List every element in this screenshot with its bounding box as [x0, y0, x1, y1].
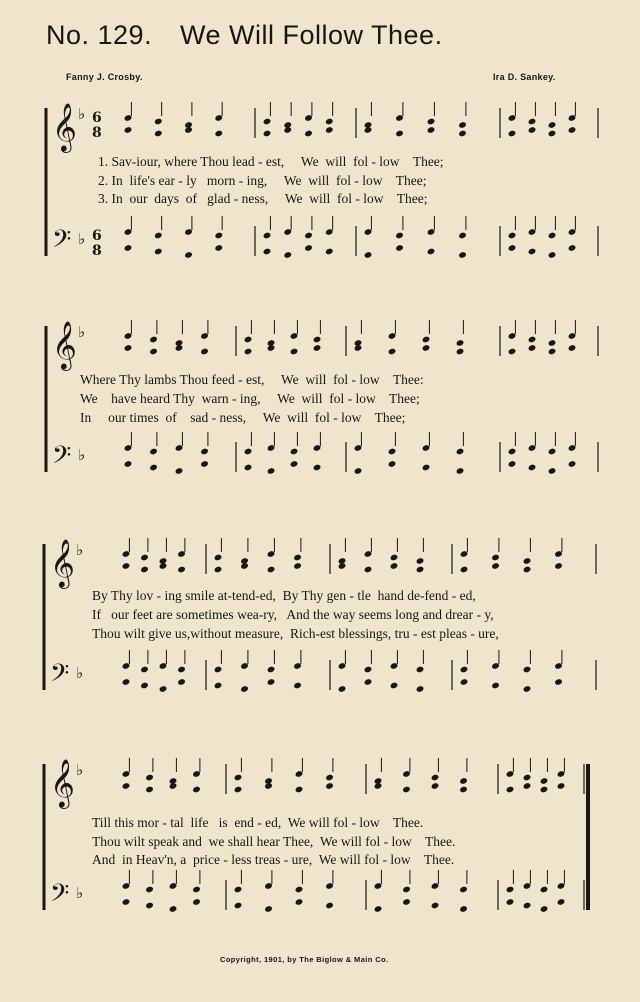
note-head [169, 905, 178, 913]
note-head [234, 902, 243, 910]
note-head [304, 130, 313, 138]
note-head [422, 464, 431, 472]
treble-clef-icon: 𝄞 [52, 320, 77, 369]
note-head [313, 464, 322, 472]
note-head [122, 678, 131, 686]
note-head [124, 244, 133, 252]
note-head [456, 448, 465, 456]
note-head [508, 348, 517, 356]
note-head [390, 682, 399, 690]
note-head [263, 130, 272, 138]
note-head [364, 251, 373, 259]
note-head [122, 562, 131, 570]
note-head [154, 130, 163, 138]
note-head [523, 557, 532, 565]
note-head [184, 251, 193, 259]
note-head [145, 786, 154, 794]
note-head [364, 678, 373, 686]
note-head [402, 786, 411, 794]
note-head [304, 232, 313, 240]
note-head [508, 232, 517, 240]
note-head [557, 898, 566, 906]
note-head [177, 678, 186, 686]
note-head [523, 774, 532, 782]
note-head [506, 886, 515, 894]
note-head [200, 448, 209, 456]
bass-clef-icon: 𝄢 [52, 441, 72, 476]
note-head [374, 905, 383, 913]
note-head [422, 336, 431, 344]
treble-clef-icon: 𝄞 [52, 102, 77, 151]
note-head [295, 786, 304, 794]
note-head [459, 886, 468, 894]
flat-icon: ♭ [76, 664, 84, 682]
note-head [124, 126, 133, 134]
bass-clef-icon: 𝄢 [50, 659, 70, 694]
note-head [159, 685, 168, 693]
note-head [395, 130, 404, 138]
note-head [177, 566, 186, 574]
note-head [175, 344, 184, 352]
note-head [506, 786, 515, 794]
note-head [422, 344, 431, 352]
note-head [523, 902, 532, 910]
note-head [325, 248, 334, 256]
time-signature: 6 [92, 110, 102, 126]
note-head [540, 786, 549, 794]
note-head [159, 562, 168, 570]
note-head [295, 898, 304, 906]
note-head [568, 460, 577, 468]
note-head [491, 682, 500, 690]
lyric-line: We have heard Thy warn - ing, We will fol - low Thee; [80, 391, 420, 406]
bass-clef-icon: 𝄢 [52, 225, 72, 260]
note-head [416, 557, 425, 565]
note-head [548, 251, 557, 259]
note-head [354, 344, 363, 352]
note-head [568, 126, 577, 134]
note-head [325, 774, 334, 782]
flat-icon: ♭ [78, 105, 86, 123]
note-head [145, 886, 154, 894]
note-head [374, 782, 383, 790]
note-head [290, 448, 299, 456]
flat-icon: ♭ [78, 446, 86, 464]
note-head [338, 562, 347, 570]
hymn-title: We Will Follow Thee. [180, 20, 443, 50]
note-head [540, 886, 549, 894]
note-head [214, 666, 223, 674]
note-head [460, 566, 469, 574]
note-head [267, 666, 276, 674]
time-signature: 6 [92, 228, 102, 244]
bass-clef-icon: 𝄢 [50, 879, 70, 914]
note-head [528, 344, 537, 352]
lyric-line: And in Heav'n, a price - less treas - ure, We will fol - low Thee. [92, 852, 455, 867]
note-head [548, 448, 557, 456]
note-head [234, 774, 243, 782]
note-head [568, 344, 577, 352]
note-head [295, 886, 304, 894]
note-head [263, 232, 272, 240]
note-head [523, 566, 532, 574]
note-head [267, 467, 276, 475]
lyric-line: 3. In our days of glad - ness, We will fol - low Thee; [98, 191, 428, 206]
note-head [149, 336, 158, 344]
note-head [267, 678, 276, 686]
note-head [523, 666, 532, 674]
note-head [214, 554, 223, 562]
note-head [528, 118, 537, 126]
note-head [263, 248, 272, 256]
lyric-line: Till this mor - tal life is end - ed, We will fol - low Thee. [92, 815, 424, 830]
note-head [214, 682, 223, 690]
note-head [508, 130, 517, 138]
treble-clef-icon: 𝄞 [50, 758, 75, 807]
note-head [267, 344, 276, 352]
note-head [214, 566, 223, 574]
flat-icon: ♭ [78, 230, 86, 248]
note-head [240, 562, 249, 570]
note-head [402, 886, 411, 894]
flat-icon: ♭ [76, 884, 84, 902]
note-head [293, 682, 302, 690]
lyric-line: By Thy lov - ing smile at-tend-ed, By Thy gen - tle hand de-fend - ed, [92, 588, 476, 603]
note-head [149, 348, 158, 356]
note-head [427, 118, 436, 126]
lyricist-credit: Fanny J. Crosby. [66, 72, 143, 82]
note-head [460, 678, 469, 686]
note-head [169, 782, 178, 790]
note-head [264, 782, 273, 790]
note-head [192, 886, 201, 894]
note-head [149, 464, 158, 472]
note-head [283, 251, 292, 259]
copyright-notice: Copyright, 1901, by The Biglow & Main Co. [220, 955, 389, 964]
note-head [293, 554, 302, 562]
note-head [395, 244, 404, 252]
note-head [145, 902, 154, 910]
lyric-line: In our times of sad - ness, We will fol - low Thee; [80, 410, 406, 425]
note-head [548, 232, 557, 240]
note-head [508, 448, 517, 456]
lyric-line: Thou wilt give us,without measure, Rich-est blessings, tru - est pleas - ure, [92, 626, 499, 641]
composer-credit: Ira D. Sankey. [493, 72, 556, 82]
note-head [548, 348, 557, 356]
note-head [388, 460, 397, 468]
note-head [244, 348, 253, 356]
note-head [313, 344, 322, 352]
note-head [508, 460, 517, 468]
note-head [540, 905, 549, 913]
note-head [124, 460, 133, 468]
time-signature: 8 [92, 243, 102, 259]
note-head [416, 566, 425, 574]
note-head [458, 130, 467, 138]
note-head [290, 348, 299, 356]
note-head [200, 460, 209, 468]
note-head [427, 126, 436, 134]
note-head [354, 467, 363, 475]
note-head [364, 126, 373, 134]
lyric-line: Thou wilt speak and we shall hear Thee, We will fol - low Thee. [92, 834, 456, 849]
note-head [523, 685, 532, 693]
note-head [459, 777, 468, 785]
note-head [554, 678, 563, 686]
note-head [140, 666, 149, 674]
note-head [325, 118, 334, 126]
note-head [140, 682, 149, 690]
note-head [456, 339, 465, 347]
note-head [214, 130, 223, 138]
note-head [325, 902, 334, 910]
note-head [460, 666, 469, 674]
note-head [402, 898, 411, 906]
note-head [140, 554, 149, 562]
note-head [122, 898, 131, 906]
note-head [554, 562, 563, 570]
note-head [154, 118, 163, 126]
note-head [416, 685, 425, 693]
note-head [548, 130, 557, 138]
note-head [528, 336, 537, 344]
note-head [325, 126, 334, 134]
note-head [338, 685, 347, 693]
note-head [263, 118, 272, 126]
note-head [458, 232, 467, 240]
time-signature: 8 [92, 125, 102, 141]
note-head [234, 786, 243, 794]
flat-icon: ♭ [78, 323, 86, 341]
note-head [456, 467, 465, 475]
note-head [140, 566, 149, 574]
note-head [508, 244, 517, 252]
note-head [293, 562, 302, 570]
lyric-line: 1. Sav-iour, where Thou lead - est, We will fol - low Thee; [98, 154, 444, 169]
note-head [175, 467, 184, 475]
note-head [214, 244, 223, 252]
note-head [431, 902, 440, 910]
note-head [240, 685, 249, 693]
note-head [548, 121, 557, 129]
note-head [491, 554, 500, 562]
note-head [395, 232, 404, 240]
note-head [244, 336, 253, 344]
note-head [459, 905, 468, 913]
note-head [304, 244, 313, 252]
note-head [192, 898, 201, 906]
lyric-line: 2. In life's ear - ly morn - ing, We will fol - low Thee; [98, 173, 427, 188]
note-head [557, 782, 566, 790]
note-head [124, 344, 133, 352]
note-head [390, 562, 399, 570]
note-head [184, 126, 193, 134]
note-head [528, 464, 537, 472]
note-head [149, 448, 158, 456]
note-head [214, 232, 223, 240]
note-head [458, 251, 467, 259]
flat-icon: ♭ [76, 541, 84, 559]
note-head [290, 460, 299, 468]
flat-icon: ♭ [76, 761, 84, 779]
note-head [548, 339, 557, 347]
note-head [431, 774, 440, 782]
note-head [122, 782, 131, 790]
note-head [177, 666, 186, 674]
note-head [145, 774, 154, 782]
note-head [264, 905, 273, 913]
note-head [267, 566, 276, 574]
note-head [244, 464, 253, 472]
note-head [364, 566, 373, 574]
treble-clef-icon: 𝄞 [50, 538, 75, 587]
note-head [364, 666, 373, 674]
note-head [313, 336, 322, 344]
note-head [431, 782, 440, 790]
note-head [458, 121, 467, 129]
note-head [540, 777, 549, 785]
note-head [283, 126, 292, 134]
note-head [154, 232, 163, 240]
note-head [528, 126, 537, 134]
note-head [390, 554, 399, 562]
note-head [416, 666, 425, 674]
note-head [506, 898, 515, 906]
note-head [548, 467, 557, 475]
note-head [234, 886, 243, 894]
note-head [388, 448, 397, 456]
lyric-line: If our feet are sometimes wea-ry, And the way seems long and drear - y, [92, 607, 494, 622]
note-head [427, 248, 436, 256]
note-head [200, 348, 209, 356]
note-head [523, 782, 532, 790]
note-head [528, 248, 537, 256]
note-head [154, 248, 163, 256]
note-head [568, 244, 577, 252]
hymn-number: No. 129. [46, 20, 153, 50]
note-head [456, 348, 465, 356]
note-head [459, 786, 468, 794]
note-head [244, 448, 253, 456]
lyric-line: Where Thy lambs Thou feed - est, We will fol - low Thee: [80, 372, 424, 387]
note-head [192, 786, 201, 794]
note-head [491, 562, 500, 570]
note-head [388, 348, 397, 356]
note-head [325, 782, 334, 790]
